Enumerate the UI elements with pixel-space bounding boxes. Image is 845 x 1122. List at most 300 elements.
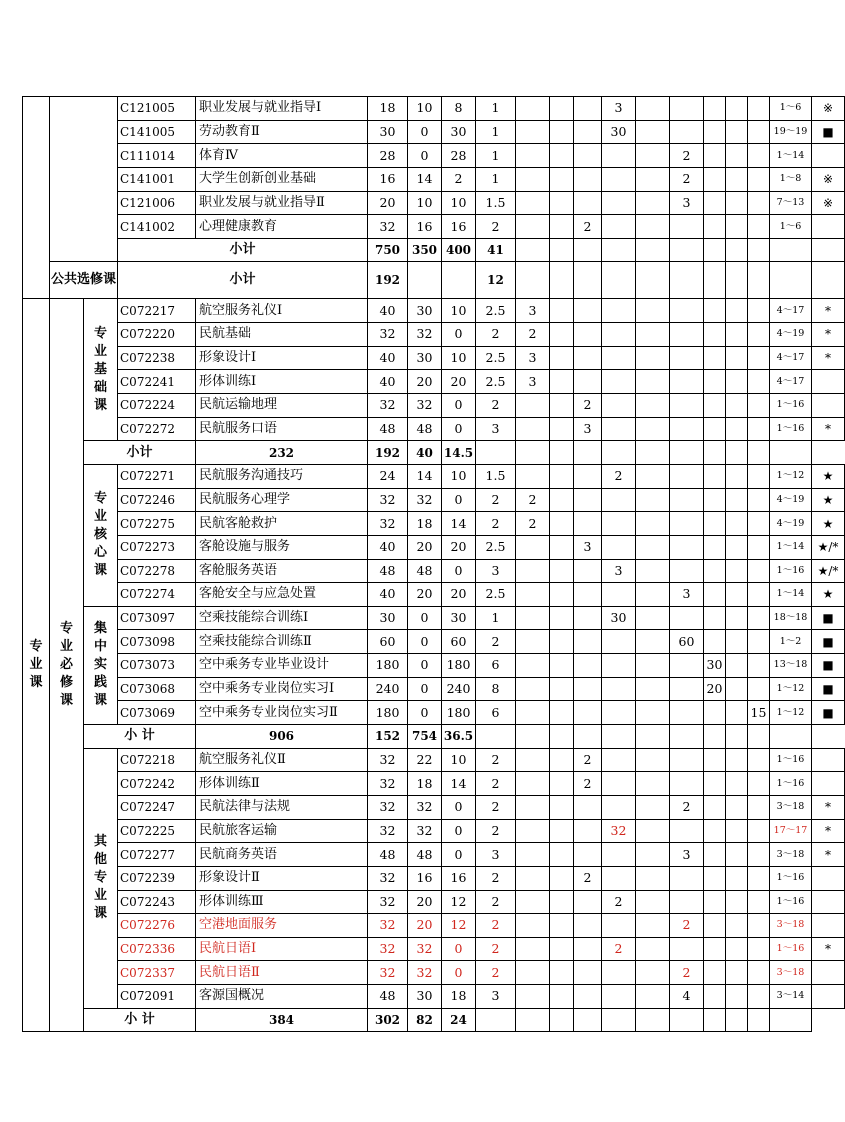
semester-hours-cell: 2 [670, 795, 704, 819]
subtotal-row [23, 441, 845, 465]
empty-cell [670, 238, 704, 262]
semester-hours-cell: 32 [602, 819, 636, 843]
credit-cell: 2 [476, 394, 516, 418]
practice-hours-cell: 240 [442, 677, 476, 701]
practice-hours-cell: 10 [442, 299, 476, 323]
semester-hours-cell [602, 144, 636, 168]
weeks-cell: 1～6 [770, 215, 812, 239]
practice-hours-cell: 0 [442, 323, 476, 347]
semester-hours-cell [726, 120, 748, 144]
total-hours-cell: 32 [368, 866, 408, 890]
course-code: C072091 [118, 985, 196, 1009]
course-row [23, 535, 845, 559]
semester-hours-cell [602, 795, 636, 819]
theory-hours-cell: 32 [408, 937, 442, 961]
empty-cell [574, 1008, 602, 1032]
theory-hours-cell: 302 [368, 1008, 408, 1032]
semester-hours-cell [670, 701, 704, 725]
semester-hours-cell [550, 654, 574, 678]
course-row [23, 890, 845, 914]
course-row [23, 606, 845, 630]
weeks-cell: 1～16 [770, 417, 812, 441]
course-code: C072276 [118, 914, 196, 938]
semester-hours-cell: 4 [670, 985, 704, 1009]
semester-hours-cell [574, 464, 602, 488]
semester-hours-cell [550, 370, 574, 394]
exam-mark-cell: ※ [812, 191, 845, 215]
semester-hours-cell [748, 795, 770, 819]
semester-hours-cell [516, 144, 550, 168]
semester-hours-cell [748, 890, 770, 914]
empty-cell [748, 1008, 770, 1032]
course-code: C141001 [118, 167, 196, 191]
theory-hours-cell: 48 [408, 417, 442, 441]
course-name: 民航日语Ⅰ [196, 937, 368, 961]
practice-hours-cell: 180 [442, 701, 476, 725]
theory-hours-cell: 0 [408, 654, 442, 678]
semester-hours-cell [704, 97, 726, 121]
semester-hours-cell [636, 630, 670, 654]
group-zhuanye-hexin-label: 专业核心课 [93, 491, 107, 579]
theory-hours-cell: 20 [408, 583, 442, 607]
exam-mark-cell [812, 866, 845, 890]
semester-hours-cell [748, 630, 770, 654]
empty-cell [516, 238, 550, 262]
semester-hours-cell [704, 606, 726, 630]
empty-cell [476, 725, 516, 749]
semester-hours-cell [574, 654, 602, 678]
semester-hours-cell [636, 559, 670, 583]
semester-hours-cell [602, 370, 636, 394]
semester-hours-cell [726, 677, 748, 701]
course-row [23, 630, 845, 654]
semester-hours-cell [726, 630, 748, 654]
theory-hours-cell: 0 [408, 120, 442, 144]
semester-hours-cell [726, 985, 748, 1009]
course-name: 心理健康教育 [196, 215, 368, 239]
total-hours-cell: 40 [368, 535, 408, 559]
course-name: 形体训练Ⅱ [196, 772, 368, 796]
course-code: C072271 [118, 464, 196, 488]
semester-hours-cell [636, 346, 670, 370]
credit-cell: 6 [476, 654, 516, 678]
practice-hours-cell: 0 [442, 843, 476, 867]
semester-hours-cell [636, 843, 670, 867]
weeks-cell: 3～18 [770, 843, 812, 867]
total-hours-cell: 20 [368, 191, 408, 215]
total-hours-cell: 48 [368, 417, 408, 441]
course-code: C072274 [118, 583, 196, 607]
semester-hours-cell [704, 914, 726, 938]
group-zhuanye-jichu-label: 专业基础课 [93, 325, 107, 413]
semester-hours-cell [550, 866, 574, 890]
practice-hours-cell: 10 [442, 191, 476, 215]
weeks-cell: 18～18 [770, 606, 812, 630]
empty-cell [516, 725, 550, 749]
total-hours-cell: 32 [368, 961, 408, 985]
semester-hours-cell [704, 819, 726, 843]
semester-hours-cell: 2 [574, 772, 602, 796]
credit-cell: 2 [476, 772, 516, 796]
total-hours-cell: 24 [368, 464, 408, 488]
semester-hours-cell [726, 606, 748, 630]
semester-hours-cell [670, 512, 704, 536]
semester-hours-cell [574, 191, 602, 215]
semester-hours-cell [550, 215, 574, 239]
practice-hours-cell: 30 [442, 606, 476, 630]
total-hours-cell: 232 [196, 441, 368, 465]
empty-cell [726, 1008, 748, 1032]
practice-hours-cell: 82 [408, 1008, 442, 1032]
course-name: 民航法律与法规 [196, 795, 368, 819]
semester-hours-cell: 15 [748, 701, 770, 725]
credit-cell: 2 [476, 630, 516, 654]
subtotal-label: 小计 [84, 441, 196, 465]
semester-hours-cell [602, 961, 636, 985]
semester-hours-cell [748, 559, 770, 583]
semester-hours-cell [748, 394, 770, 418]
empty-cell [602, 262, 636, 299]
total-hours-cell: 240 [368, 677, 408, 701]
semester-hours-cell [726, 417, 748, 441]
empty-cell [670, 262, 704, 299]
theory-hours-cell: 0 [408, 677, 442, 701]
semester-hours-cell [726, 323, 748, 347]
semester-hours-cell [550, 464, 574, 488]
theory-hours-cell: 350 [408, 238, 442, 262]
exam-mark-cell [812, 215, 845, 239]
semester-hours-cell [550, 677, 574, 701]
semester-hours-cell [670, 488, 704, 512]
semester-hours-cell [726, 346, 748, 370]
course-name: 民航服务沟通技巧 [196, 464, 368, 488]
course-name: 民航基础 [196, 323, 368, 347]
semester-hours-cell: 3 [602, 559, 636, 583]
total-hours-cell: 28 [368, 144, 408, 168]
empty-cell [770, 725, 812, 749]
total-hours-cell: 48 [368, 843, 408, 867]
semester-hours-cell [636, 866, 670, 890]
semester-hours-cell [516, 630, 550, 654]
course-row [23, 583, 845, 607]
semester-hours-cell [636, 488, 670, 512]
semester-hours-cell [636, 323, 670, 347]
semester-hours-cell [550, 606, 574, 630]
total-hours-cell: 60 [368, 630, 408, 654]
practice-hours-cell: 8 [442, 97, 476, 121]
semester-hours-cell [516, 795, 550, 819]
weeks-cell: 1～16 [770, 866, 812, 890]
semester-hours-cell: 2 [670, 914, 704, 938]
total-hours-cell: 40 [368, 583, 408, 607]
subtotal-label: 小计 [118, 262, 368, 299]
semester-hours-cell [550, 191, 574, 215]
semester-hours-cell [574, 346, 602, 370]
semester-hours-cell [574, 677, 602, 701]
empty-cell [770, 262, 812, 299]
empty-cell [770, 1008, 812, 1032]
exam-mark-cell: ★/* [812, 559, 845, 583]
semester-hours-cell [516, 215, 550, 239]
total-hours-cell: 750 [368, 238, 408, 262]
total-hours-cell: 30 [368, 606, 408, 630]
semester-hours-cell [670, 677, 704, 701]
total-hours-cell: 180 [368, 701, 408, 725]
semester-hours-cell [726, 215, 748, 239]
empty-cell [726, 441, 748, 465]
total-hours-cell: 32 [368, 215, 408, 239]
semester-hours-cell [550, 772, 574, 796]
practice-hours-cell: 12 [442, 890, 476, 914]
semester-hours-cell [602, 583, 636, 607]
semester-hours-cell [636, 144, 670, 168]
group-zhuanye [23, 299, 50, 1032]
exam-mark-cell: ★ [812, 488, 845, 512]
practice-hours-cell: 18 [442, 985, 476, 1009]
semester-hours-cell [574, 167, 602, 191]
course-code: C141002 [118, 215, 196, 239]
semester-hours-cell [636, 535, 670, 559]
semester-hours-cell [726, 191, 748, 215]
semester-hours-cell [726, 748, 748, 772]
semester-hours-cell [516, 167, 550, 191]
semester-hours-cell [726, 535, 748, 559]
course-code: C141005 [118, 120, 196, 144]
course-row [23, 772, 845, 796]
total-hours-cell: 384 [196, 1008, 368, 1032]
semester-hours-cell [704, 370, 726, 394]
course-code: C072225 [118, 819, 196, 843]
total-hours-cell: 32 [368, 748, 408, 772]
total-hours-cell: 32 [368, 772, 408, 796]
semester-hours-cell [516, 559, 550, 583]
semester-hours-cell [516, 464, 550, 488]
empty-cell [574, 262, 602, 299]
course-code: C072220 [118, 323, 196, 347]
semester-hours-cell: 3 [602, 97, 636, 121]
credit-cell: 2 [476, 819, 516, 843]
semester-hours-cell [550, 120, 574, 144]
semester-hours-cell [574, 843, 602, 867]
semester-hours-cell [748, 167, 770, 191]
practice-hours-cell: 28 [442, 144, 476, 168]
practice-hours-cell: 12 [442, 914, 476, 938]
empty-cell [574, 725, 602, 749]
semester-hours-cell: 3 [574, 535, 602, 559]
empty-cell [550, 1008, 574, 1032]
semester-hours-cell [704, 215, 726, 239]
course-row [23, 346, 845, 370]
semester-hours-cell [636, 890, 670, 914]
weeks-cell: 1～16 [770, 394, 812, 418]
semester-hours-cell [602, 512, 636, 536]
semester-hours-cell: 3 [574, 417, 602, 441]
subtotal-label: 小计 [118, 238, 368, 262]
semester-hours-cell [636, 985, 670, 1009]
semester-hours-cell [574, 937, 602, 961]
semester-hours-cell [550, 890, 574, 914]
exam-mark-cell [812, 370, 845, 394]
semester-hours-cell [602, 417, 636, 441]
semester-hours-cell [670, 299, 704, 323]
course-row [23, 654, 845, 678]
theory-hours-cell: 32 [408, 488, 442, 512]
exam-mark-cell: ※ [812, 167, 845, 191]
semester-hours-cell [574, 120, 602, 144]
semester-hours-cell [636, 191, 670, 215]
semester-hours-cell [550, 985, 574, 1009]
semester-hours-cell: 2 [574, 394, 602, 418]
semester-hours-cell [516, 701, 550, 725]
theory-hours-cell: 20 [408, 370, 442, 394]
semester-hours-cell [602, 654, 636, 678]
semester-hours-cell [550, 299, 574, 323]
semester-hours-cell [704, 866, 726, 890]
semester-hours-cell [574, 819, 602, 843]
empty-cell [516, 441, 550, 465]
semester-hours-cell [574, 985, 602, 1009]
semester-hours-cell [636, 795, 670, 819]
semester-hours-cell [636, 961, 670, 985]
credit-cell: 24 [442, 1008, 476, 1032]
semester-hours-cell [704, 144, 726, 168]
weeks-cell: 13～18 [770, 654, 812, 678]
semester-hours-cell [748, 677, 770, 701]
theory-hours-cell: 18 [408, 512, 442, 536]
semester-hours-cell [602, 394, 636, 418]
semester-hours-cell [726, 866, 748, 890]
semester-hours-cell [516, 914, 550, 938]
semester-hours-cell [726, 701, 748, 725]
semester-hours-cell [574, 961, 602, 985]
semester-hours-cell [748, 191, 770, 215]
empty-cell [704, 238, 726, 262]
semester-hours-cell [602, 985, 636, 1009]
theory-hours-cell: 48 [408, 843, 442, 867]
semester-hours-cell [704, 559, 726, 583]
total-hours-cell: 32 [368, 488, 408, 512]
course-code: C121005 [118, 97, 196, 121]
weeks-cell: 7～13 [770, 191, 812, 215]
semester-hours-cell [704, 795, 726, 819]
semester-hours-cell [704, 535, 726, 559]
empty-cell [670, 441, 704, 465]
semester-hours-cell [550, 701, 574, 725]
total-hours-cell: 32 [368, 937, 408, 961]
semester-hours-cell [574, 914, 602, 938]
semester-hours-cell [602, 772, 636, 796]
course-row [23, 417, 845, 441]
theory-hours-cell: 30 [408, 985, 442, 1009]
semester-hours-cell [602, 866, 636, 890]
group-jizhong-shijian-label: 集中实践课 [93, 621, 107, 709]
semester-hours-cell [550, 394, 574, 418]
credit-cell: 2 [476, 961, 516, 985]
semester-hours-cell [602, 215, 636, 239]
semester-hours-cell [726, 795, 748, 819]
course-name: 民航运输地理 [196, 394, 368, 418]
semester-hours-cell [704, 843, 726, 867]
total-hours-cell: 40 [368, 370, 408, 394]
empty-cell [516, 262, 550, 299]
semester-hours-cell [636, 606, 670, 630]
semester-hours-cell [602, 346, 636, 370]
credit-cell: 8 [476, 677, 516, 701]
practice-hours-cell: 0 [442, 394, 476, 418]
semester-hours-cell [574, 512, 602, 536]
semester-hours-cell [726, 819, 748, 843]
exam-mark-cell [812, 985, 845, 1009]
semester-hours-cell [748, 772, 770, 796]
semester-hours-cell [704, 890, 726, 914]
exam-mark-cell: * [812, 346, 845, 370]
weeks-cell: 3～14 [770, 985, 812, 1009]
semester-hours-cell [704, 191, 726, 215]
course-row [23, 985, 845, 1009]
empty-cell [770, 238, 812, 262]
weeks-cell: 1～16 [770, 748, 812, 772]
semester-hours-cell [636, 701, 670, 725]
semester-hours-cell [516, 535, 550, 559]
exam-mark-cell: ★ [812, 512, 845, 536]
theory-hours-cell [408, 262, 442, 299]
semester-hours-cell [670, 866, 704, 890]
semester-hours-cell [636, 937, 670, 961]
exam-mark-cell [812, 961, 845, 985]
course-row [23, 323, 845, 347]
credit-cell: 3 [476, 843, 516, 867]
semester-hours-cell [516, 819, 550, 843]
course-name: 民航服务口语 [196, 417, 368, 441]
semester-hours-cell [670, 323, 704, 347]
weeks-cell: 1～14 [770, 144, 812, 168]
empty-cell [636, 725, 670, 749]
theory-hours-cell: 10 [408, 97, 442, 121]
semester-hours-cell [574, 890, 602, 914]
semester-hours-cell [726, 914, 748, 938]
empty-cell [574, 441, 602, 465]
semester-hours-cell [670, 97, 704, 121]
semester-hours-cell: 3 [516, 370, 550, 394]
exam-mark-cell: ■ [812, 654, 845, 678]
weeks-cell: 3～18 [770, 961, 812, 985]
course-name: 劳动教育Ⅱ [196, 120, 368, 144]
weeks-cell: 17～17 [770, 819, 812, 843]
semester-hours-cell [574, 583, 602, 607]
semester-hours-cell [704, 323, 726, 347]
weeks-cell: 3～18 [770, 914, 812, 938]
credit-cell: 2 [476, 795, 516, 819]
semester-hours-cell [748, 346, 770, 370]
exam-mark-cell: * [812, 323, 845, 347]
course-code: C072238 [118, 346, 196, 370]
course-name: 航空服务礼仪Ⅱ [196, 748, 368, 772]
theory-hours-cell: 16 [408, 866, 442, 890]
exam-mark-cell: ■ [812, 701, 845, 725]
semester-hours-cell [748, 866, 770, 890]
semester-hours-cell [726, 370, 748, 394]
semester-hours-cell [516, 654, 550, 678]
course-name: 大学生创新创业基础 [196, 167, 368, 191]
semester-hours-cell [704, 417, 726, 441]
course-name: 客舱设施与服务 [196, 535, 368, 559]
semester-hours-cell: 2 [574, 215, 602, 239]
semester-hours-cell [574, 370, 602, 394]
empty-cell [704, 725, 726, 749]
weeks-cell: 19～19 [770, 120, 812, 144]
semester-hours-cell [602, 535, 636, 559]
empty-cell [636, 262, 670, 299]
